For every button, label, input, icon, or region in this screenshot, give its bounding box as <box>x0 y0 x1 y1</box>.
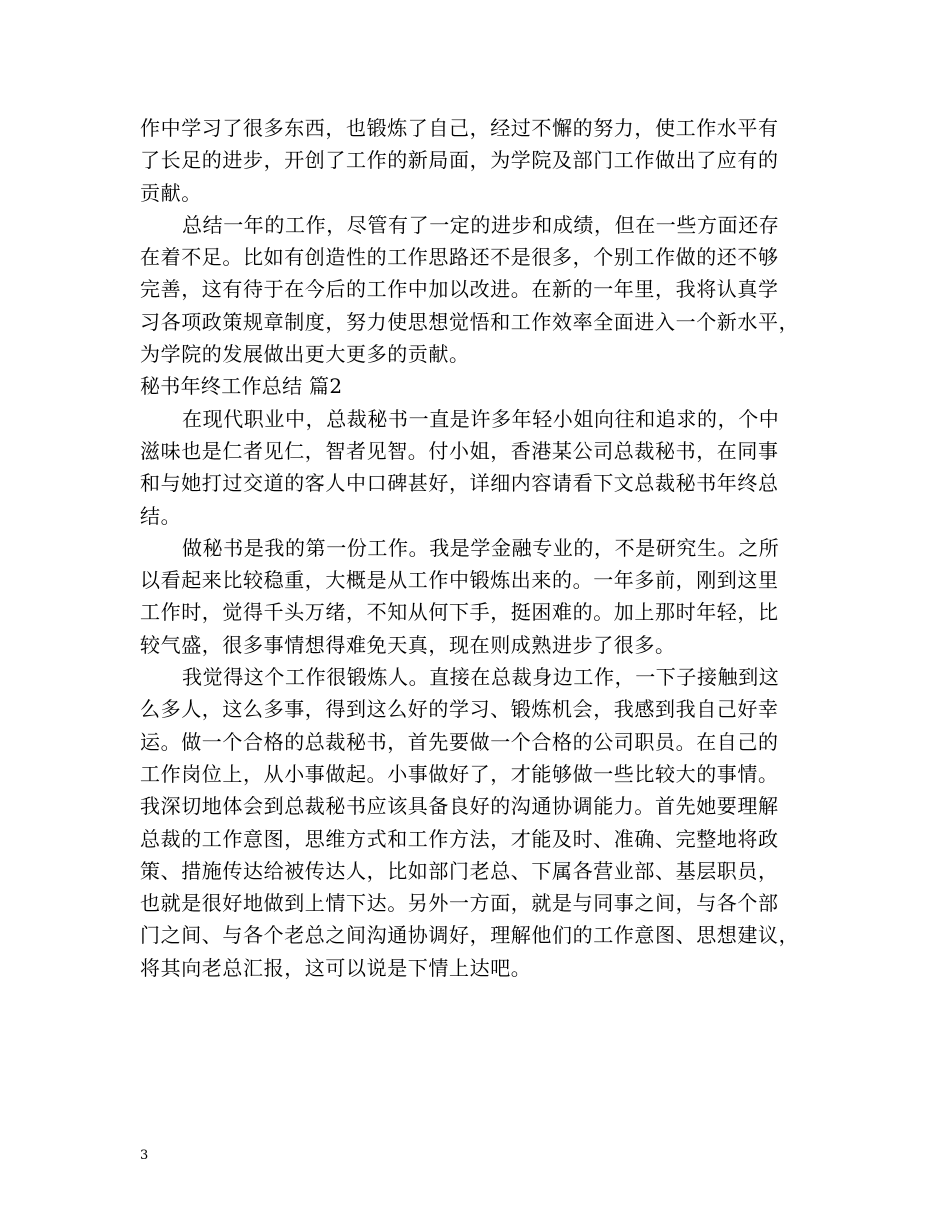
text-line: 和与她打过交道的客人中口碑甚好，详细内容请看下文总裁秘书年终总 <box>140 471 779 496</box>
text-line: 么多人，这么多事，得到这么好的学习、锻炼机会，我感到我自己好幸 <box>140 697 779 722</box>
text-line: 贡献。 <box>140 180 202 205</box>
text-line: 结。 <box>140 503 182 528</box>
text-line: 工作岗位上，从小事做起。小事做好了，才能够做一些比较大的事情。 <box>140 761 779 786</box>
text-line: 运。做一个合格的总裁秘书，首先要做一个合格的公司职员。在自己的 <box>140 729 779 754</box>
text-line: 将其向老总汇报，这可以说是下情上达吧。 <box>140 955 532 980</box>
text-line: 了长足的进步，开创了工作的新局面，为学院及部门工作做出了应有的 <box>140 148 779 173</box>
text-line: 做秘书是我的第一份工作。我是学金融专业的，不是研究生。之所 <box>182 535 780 560</box>
text-line: 总结一年的工作，尽管有了一定的进步和成绩，但在一些方面还存 <box>182 212 780 237</box>
text-line: 完善，这有待于在今后的工作中加以改进。在新的一年里，我将认真学 <box>140 277 779 302</box>
text-line: 我深切地体会到总裁秘书应该具备良好的沟通协调能力。首先她要理解 <box>140 794 779 819</box>
text-line: 作中学习了很多东西，也锻炼了自己，经过不懈的努力，使工作水平有 <box>140 116 779 140</box>
text-line: 工作时，觉得千头万绪，不知从何下手，挺困难的。加上那时年轻，比 <box>140 600 779 625</box>
text-line: 在着不足。比如有创造性的工作思路还不是很多，个别工作做的还不够 <box>140 245 779 270</box>
page-number: 3 <box>140 1148 149 1163</box>
section-heading: 秘书年终工作总结 篇2 <box>140 374 343 399</box>
text-line: 滋味也是仁者见仁，智者见智。付小姐，香港某公司总裁秘书，在同事 <box>140 438 779 463</box>
text-line: 总裁的工作意图，思维方式和工作方法，才能及时、准确、完整地将政 <box>140 826 779 851</box>
text-line: 为学院的发展做出更大更多的贡献。 <box>140 342 470 367</box>
text-line: 我觉得这个工作很锻炼人。直接在总裁身边工作，一下子接触到这 <box>182 665 780 690</box>
text-line: 也就是很好地做到上情下达。另外一方面，就是与同事之间，与各个部 <box>140 891 779 916</box>
text-line: 较气盛，很多事情想得难免天真，现在则成熟进步了很多。 <box>140 632 676 657</box>
text-line: 门之间、与各个老总之间沟通协调好，理解他们的工作意图、思想建议， <box>140 923 800 948</box>
document-body <box>140 112 820 984</box>
text-line: 习各项政策规章制度，努力使思想觉悟和工作效率全面进入一个新水平， <box>140 309 800 334</box>
text-line: 以看起来比较稳重，大概是从工作中锻炼出来的。一年多前，刚到这里 <box>140 568 779 593</box>
text-line: 在现代职业中，总裁秘书一直是许多年轻小姐向往和追求的，个中 <box>182 406 780 431</box>
text-line: 策、措施传达给被传达人，比如部门老总、下属各营业部、基层职员， <box>140 858 779 883</box>
